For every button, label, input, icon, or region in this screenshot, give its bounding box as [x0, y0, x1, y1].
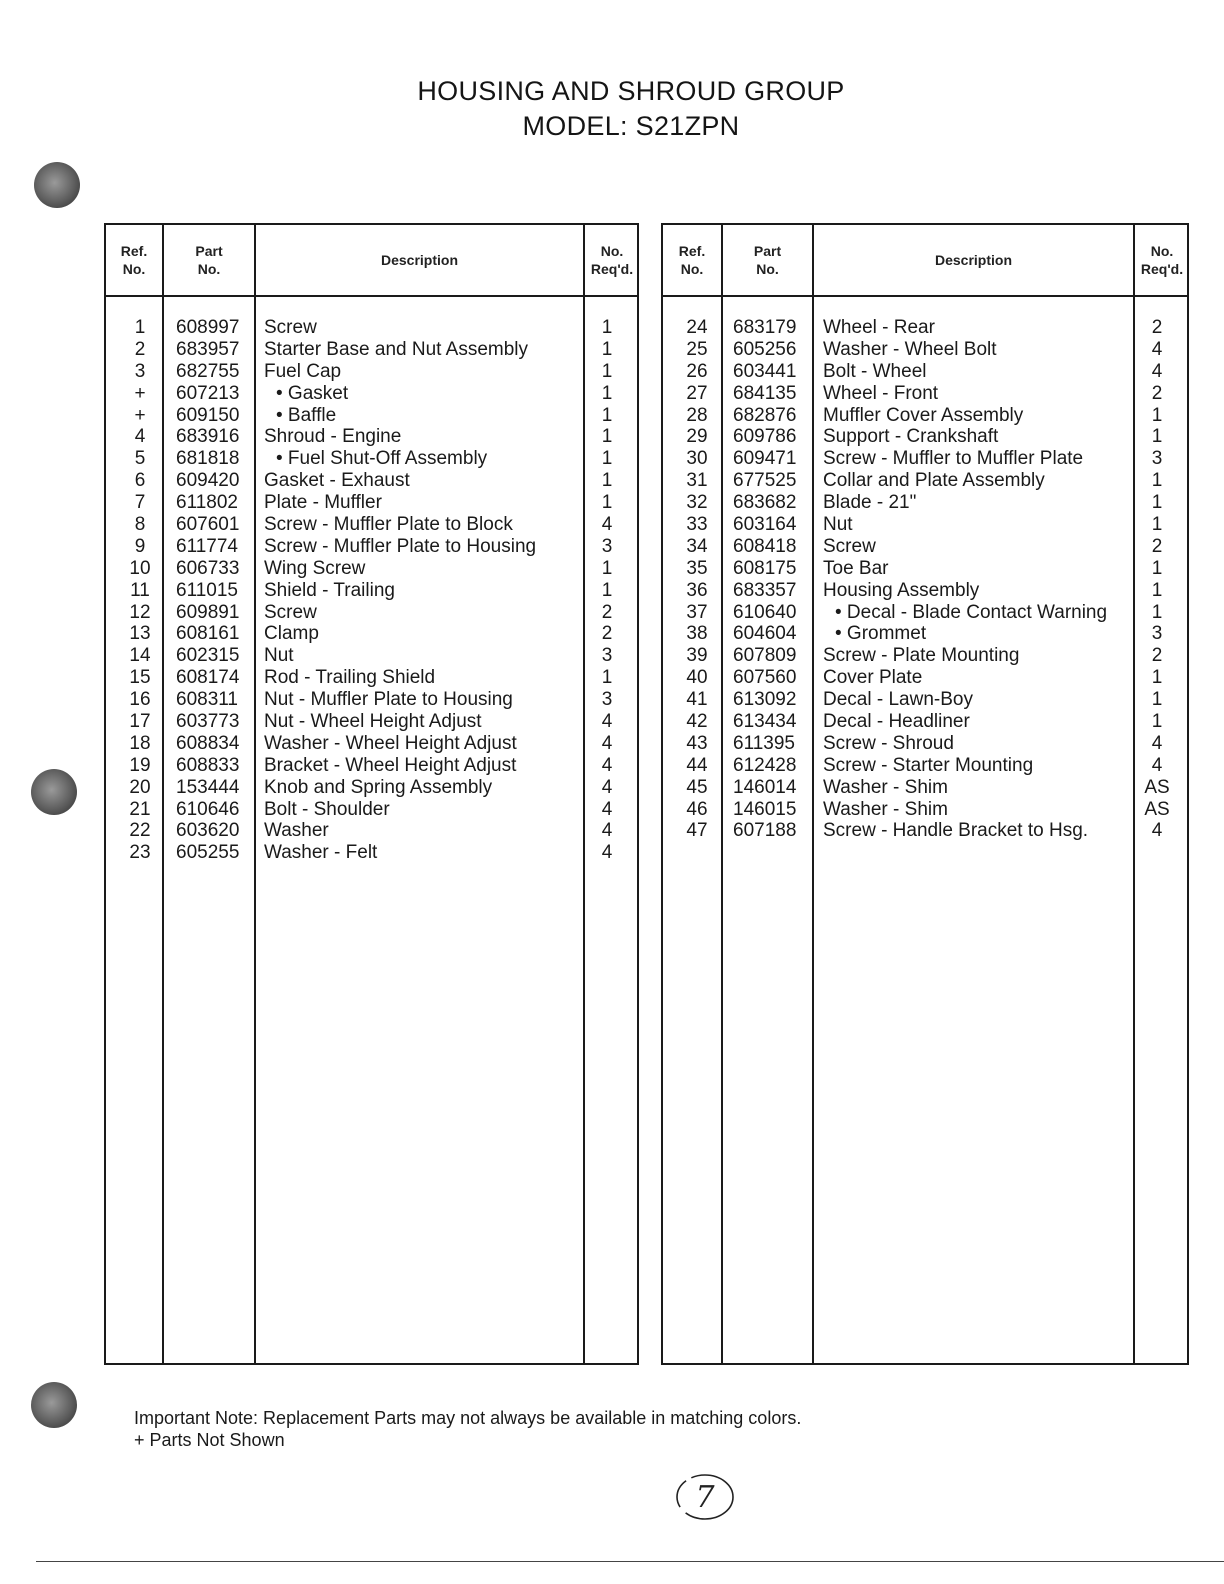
- description-cell: Shield - Trailing: [264, 579, 395, 601]
- ref-no-cell: 20: [129, 776, 151, 798]
- qty-cell: 3: [601, 689, 613, 711]
- part-no-cell: 153444: [176, 776, 240, 798]
- description-cell: Screw - Muffler Plate to Block: [264, 514, 513, 536]
- qty-cell: AS: [1144, 776, 1170, 798]
- part-no-cell: 613434: [733, 711, 797, 733]
- ref-no-cell: 2: [134, 338, 146, 360]
- qty-cell: 1: [601, 404, 613, 426]
- table-row: [106, 711, 637, 733]
- description-cell: Support - Crankshaft: [823, 426, 999, 448]
- description-cell: • Grommet: [835, 623, 927, 645]
- description-cell: Bolt - Wheel: [823, 360, 927, 382]
- part-no-cell: 683682: [733, 492, 797, 514]
- ref-no-cell: 9: [134, 535, 146, 557]
- table-row: [106, 405, 637, 427]
- header-qty: No. Req'd.: [1140, 243, 1184, 277]
- description-cell: Housing Assembly: [823, 579, 980, 601]
- description-cell: • Fuel Shut-Off Assembly: [276, 448, 488, 470]
- qty-cell: 1: [1151, 404, 1163, 426]
- table-row: [106, 842, 637, 864]
- qty-cell: 1: [1151, 601, 1163, 623]
- ref-no-cell: 43: [686, 732, 708, 754]
- part-no-cell: 603620: [176, 820, 240, 842]
- table-row: [106, 470, 637, 492]
- part-no-cell: 611802: [176, 492, 238, 514]
- part-no-cell: 609420: [176, 470, 240, 492]
- ref-no-cell: 23: [129, 842, 151, 864]
- table-row: [106, 514, 637, 536]
- qty-cell: 4: [1151, 820, 1163, 842]
- table-row: [663, 667, 1187, 689]
- ref-no-cell: 41: [686, 689, 708, 711]
- parts-table-left: [104, 223, 639, 1365]
- part-no-cell: 608997: [176, 317, 240, 338]
- parts-list-left: [106, 317, 637, 864]
- part-no-cell: 146014: [733, 776, 797, 798]
- part-no-cell: 602315: [176, 645, 240, 667]
- description-cell: Screw - Handle Bracket to Hsg.: [823, 820, 1089, 842]
- qty-cell: 4: [601, 842, 613, 864]
- table-row: [663, 558, 1187, 580]
- table-row: [106, 558, 637, 580]
- ref-no-cell: 13: [129, 623, 151, 645]
- table-row: [106, 602, 637, 624]
- part-no-cell: 146015: [733, 798, 797, 820]
- ref-no-cell: 17: [129, 711, 151, 733]
- part-no-cell: 683916: [176, 426, 240, 448]
- bottom-rule: [36, 1561, 1224, 1562]
- page-number-mark: [670, 1470, 740, 1530]
- description-cell: Nut: [264, 645, 294, 667]
- description-cell: Washer - Shim: [823, 776, 948, 798]
- description-cell: Screw: [823, 535, 876, 557]
- ref-no-cell: +: [134, 382, 146, 404]
- qty-cell: 2: [1151, 645, 1163, 667]
- important-note: Important Note: Replacement Parts may not always be available in matching colors.: [134, 1408, 802, 1428]
- part-no-cell: 607809: [733, 645, 797, 667]
- table-row: [663, 711, 1187, 733]
- table-row: [663, 602, 1187, 624]
- qty-cell: 1: [601, 426, 613, 448]
- ref-no-cell: 27: [686, 382, 708, 404]
- description-cell: Fuel Cap: [264, 360, 342, 382]
- part-no-cell: 609471: [733, 448, 797, 470]
- qty-cell: 4: [601, 711, 613, 733]
- table-row: [663, 470, 1187, 492]
- description-cell: Washer - Felt: [264, 842, 378, 864]
- header-description: Description: [380, 252, 458, 268]
- table-row: [663, 405, 1187, 427]
- part-no-cell: 681818: [176, 448, 240, 470]
- ref-no-cell: 18: [129, 732, 151, 754]
- part-no-cell: 604604: [733, 623, 797, 645]
- table-row: [106, 492, 637, 514]
- ref-no-cell: 32: [686, 492, 708, 514]
- description-cell: Muffler Cover Assembly: [823, 404, 1024, 426]
- ref-no-cell: 36: [686, 579, 708, 601]
- description-cell: Nut - Wheel Height Adjust: [264, 711, 482, 733]
- ref-no-cell: 7: [134, 492, 146, 514]
- table-row: [106, 733, 637, 755]
- description-cell: Screw: [264, 317, 317, 338]
- table-row: [663, 580, 1187, 602]
- part-no-cell: 607601: [176, 514, 240, 536]
- description-cell: Starter Base and Nut Assembly: [264, 338, 529, 360]
- part-no-cell: 609891: [176, 601, 240, 623]
- table-row: [106, 645, 637, 667]
- table-row: [106, 755, 637, 777]
- table-row: [663, 383, 1187, 405]
- description-cell: Washer: [264, 820, 329, 842]
- table-row: [663, 777, 1187, 799]
- part-no-cell: 608311: [176, 689, 238, 711]
- part-no-cell: 603773: [176, 711, 240, 733]
- description-cell: Screw - Starter Mounting: [823, 754, 1034, 776]
- table-row: [106, 623, 637, 645]
- header-ref-no: Ref. No.: [120, 243, 148, 277]
- part-no-cell: 607213: [176, 382, 240, 404]
- ref-no-cell: 44: [686, 754, 708, 776]
- part-no-cell: 683179: [733, 317, 797, 338]
- qty-cell: 1: [601, 448, 613, 470]
- binder-hole-bottom: [31, 1382, 77, 1428]
- qty-cell: 1: [601, 492, 613, 514]
- ref-no-cell: 28: [686, 404, 708, 426]
- part-no-cell: 605255: [176, 842, 240, 864]
- part-no-cell: 607560: [733, 667, 797, 689]
- description-cell: Decal - Lawn-Boy: [823, 689, 973, 711]
- part-no-cell: 608175: [733, 557, 797, 579]
- description-cell: • Baffle: [276, 404, 337, 426]
- table-row: [106, 426, 637, 448]
- description-cell: Washer - Wheel Height Adjust: [264, 732, 517, 754]
- ref-no-cell: 12: [129, 601, 151, 623]
- page-number: 7: [695, 1480, 715, 1515]
- parts-not-shown-note: + Parts Not Shown: [134, 1430, 285, 1450]
- ref-no-cell: 11: [130, 579, 150, 601]
- ref-no-cell: 30: [686, 448, 708, 470]
- part-no-cell: 683957: [176, 338, 240, 360]
- table-row: [106, 820, 637, 842]
- part-no-cell: 608161: [176, 623, 240, 645]
- ref-no-cell: 39: [686, 645, 708, 667]
- qty-cell: 1: [601, 338, 613, 360]
- table-row: [663, 755, 1187, 777]
- description-cell: Collar and Plate Assembly: [823, 470, 1045, 492]
- ref-no-cell: 31: [686, 470, 708, 492]
- table-row: [663, 820, 1187, 842]
- parts-list-right: [663, 317, 1187, 842]
- table-row: [663, 317, 1187, 339]
- qty-cell: 2: [601, 601, 613, 623]
- qty-cell: 1: [1151, 667, 1163, 689]
- table-row: [106, 536, 637, 558]
- ref-no-cell: 26: [686, 360, 708, 382]
- description-cell: Wing Screw: [264, 557, 366, 579]
- ref-no-cell: 25: [686, 338, 708, 360]
- description-cell: Cover Plate: [823, 667, 923, 689]
- parts-table-right: [661, 223, 1189, 1365]
- description-cell: Shroud - Engine: [264, 426, 402, 448]
- table-row: [663, 536, 1187, 558]
- qty-cell: 4: [601, 776, 613, 798]
- part-no-cell: 682755: [176, 360, 240, 382]
- table-row: [663, 492, 1187, 514]
- description-cell: Screw: [264, 601, 317, 623]
- table-row: [663, 514, 1187, 536]
- description-cell: Rod - Trailing Shield: [264, 667, 436, 689]
- header-description: Description: [934, 252, 1012, 268]
- qty-cell: 1: [1151, 557, 1163, 579]
- ref-no-cell: 21: [129, 798, 151, 820]
- ref-no-cell: 3: [134, 360, 146, 382]
- ref-no-cell: 14: [129, 645, 151, 667]
- table-row: [663, 623, 1187, 645]
- description-cell: Plate - Muffler: [264, 492, 382, 514]
- ref-no-cell: +: [134, 404, 146, 426]
- part-no-cell: 610646: [176, 798, 240, 820]
- description-cell: • Decal - Blade Contact Warning: [835, 601, 1108, 623]
- qty-cell: 4: [601, 754, 613, 776]
- table-row: [663, 645, 1187, 667]
- part-no-cell: 609150: [176, 404, 240, 426]
- header-part-no: Part No.: [753, 243, 782, 277]
- part-no-cell: 606733: [176, 557, 240, 579]
- ref-no-cell: 19: [129, 754, 151, 776]
- qty-cell: 4: [601, 798, 613, 820]
- header-part-no: Part No.: [195, 243, 223, 277]
- part-no-cell: 683357: [733, 579, 797, 601]
- description-cell: Screw - Plate Mounting: [823, 645, 1020, 667]
- ref-no-cell: 42: [686, 711, 708, 733]
- part-no-cell: 603441: [733, 360, 797, 382]
- qty-cell: 3: [1151, 623, 1163, 645]
- table-row: [106, 689, 637, 711]
- qty-cell: 2: [601, 623, 613, 645]
- description-cell: Wheel - Rear: [823, 317, 935, 338]
- qty-cell: 4: [601, 514, 613, 536]
- description-cell: Screw - Muffler Plate to Housing: [264, 535, 537, 557]
- qty-cell: 4: [1151, 360, 1163, 382]
- qty-cell: 2: [1151, 535, 1163, 557]
- qty-cell: 1: [601, 317, 613, 338]
- part-no-cell: 608834: [176, 732, 240, 754]
- part-no-cell: 610640: [733, 601, 797, 623]
- table-row: [106, 777, 637, 799]
- ref-no-cell: 1: [134, 317, 146, 338]
- ref-no-cell: 47: [686, 820, 708, 842]
- ref-no-cell: 45: [686, 776, 708, 798]
- table-row: [106, 317, 637, 339]
- description-cell: Nut: [823, 514, 853, 536]
- ref-no-cell: 22: [129, 820, 151, 842]
- ref-no-cell: 15: [129, 667, 151, 689]
- part-no-cell: 608174: [176, 667, 240, 689]
- table-row: [663, 426, 1187, 448]
- part-no-cell: 684135: [733, 382, 797, 404]
- binder-hole-middle: [31, 769, 77, 815]
- ref-no-cell: 8: [134, 514, 146, 536]
- table-row: [663, 448, 1187, 470]
- qty-cell: 4: [1151, 754, 1163, 776]
- description-cell: Gasket - Exhaust: [264, 470, 410, 492]
- ref-no-cell: 38: [686, 623, 708, 645]
- description-cell: Decal - Headliner: [823, 711, 970, 733]
- qty-cell: 2: [1151, 382, 1163, 404]
- part-no-cell: 603164: [733, 514, 797, 536]
- ref-no-cell: 16: [129, 689, 151, 711]
- part-no-cell: 611395: [733, 732, 795, 754]
- part-no-cell: 682876: [733, 404, 797, 426]
- qty-cell: 2: [1151, 317, 1163, 338]
- ref-no-cell: 46: [686, 798, 708, 820]
- part-no-cell: 611015: [176, 579, 238, 601]
- table-row: [663, 689, 1187, 711]
- ref-no-cell: 5: [134, 448, 146, 470]
- description-cell: Bolt - Shoulder: [264, 798, 390, 820]
- part-no-cell: 613092: [733, 689, 797, 711]
- part-no-cell: 612428: [733, 754, 797, 776]
- table-row: [663, 361, 1187, 383]
- header-qty: No. Req'd.: [590, 243, 634, 277]
- qty-cell: 1: [1151, 711, 1163, 733]
- binder-hole-top: [34, 162, 80, 208]
- qty-cell: 1: [1151, 514, 1163, 536]
- part-no-cell: 609786: [733, 426, 797, 448]
- header-ref-no: Ref. No.: [678, 243, 706, 277]
- part-no-cell: 607188: [733, 820, 797, 842]
- table-row: [663, 339, 1187, 361]
- table-row: [106, 667, 637, 689]
- qty-cell: 4: [601, 732, 613, 754]
- qty-cell: 1: [601, 579, 613, 601]
- description-cell: Clamp: [264, 623, 319, 645]
- part-no-cell: 608418: [733, 535, 797, 557]
- model-subtitle: MODEL: S21ZPN: [522, 111, 740, 141]
- qty-cell: 4: [601, 820, 613, 842]
- qty-cell: 1: [1151, 492, 1163, 514]
- qty-cell: 4: [1151, 732, 1163, 754]
- table-row: [106, 383, 637, 405]
- description-cell: Screw - Muffler to Muffler Plate: [823, 448, 1084, 470]
- part-no-cell: 611774: [176, 535, 238, 557]
- ref-no-cell: 37: [686, 601, 708, 623]
- qty-cell: 1: [1151, 689, 1163, 711]
- ref-no-cell: 6: [134, 470, 146, 492]
- table-row: [106, 799, 637, 821]
- table-row: [106, 361, 637, 383]
- description-cell: Nut - Muffler Plate to Housing: [264, 689, 513, 711]
- ref-no-cell: 24: [686, 317, 708, 338]
- qty-cell: 1: [601, 667, 613, 689]
- qty-cell: 1: [601, 382, 613, 404]
- ref-no-cell: 10: [129, 557, 151, 579]
- ref-no-cell: 29: [686, 426, 708, 448]
- part-no-cell: 608833: [176, 754, 240, 776]
- description-cell: Toe Bar: [823, 557, 889, 579]
- qty-cell: 3: [601, 645, 613, 667]
- ref-no-cell: 34: [686, 535, 708, 557]
- qty-cell: AS: [1144, 798, 1170, 820]
- ref-no-cell: 33: [686, 514, 708, 536]
- description-cell: Screw - Shroud: [823, 732, 954, 754]
- qty-cell: 1: [601, 557, 613, 579]
- description-cell: Washer - Wheel Bolt: [823, 338, 997, 360]
- description-cell: Wheel - Front: [823, 382, 939, 404]
- table-row: [106, 448, 637, 470]
- ref-no-cell: 40: [686, 667, 708, 689]
- table-row: [663, 799, 1187, 821]
- description-cell: Washer - Shim: [823, 798, 948, 820]
- qty-cell: 1: [601, 470, 613, 492]
- qty-cell: 1: [1151, 426, 1163, 448]
- qty-cell: 1: [601, 360, 613, 382]
- table-row: [663, 733, 1187, 755]
- qty-cell: 1: [1151, 470, 1163, 492]
- qty-cell: 4: [1151, 338, 1163, 360]
- description-cell: Knob and Spring Assembly: [264, 776, 493, 798]
- part-no-cell: 605256: [733, 338, 797, 360]
- qty-cell: 1: [1151, 579, 1163, 601]
- ref-no-cell: 35: [686, 557, 708, 579]
- table-row: [106, 580, 637, 602]
- part-no-cell: 677525: [733, 470, 797, 492]
- qty-cell: 3: [601, 535, 613, 557]
- description-cell: Blade - 21": [823, 492, 917, 514]
- table-row: [106, 339, 637, 361]
- ref-no-cell: 4: [134, 426, 146, 448]
- page-title: HOUSING AND SHROUD GROUP: [417, 76, 845, 106]
- qty-cell: 3: [1151, 448, 1163, 470]
- description-cell: Bracket - Wheel Height Adjust: [264, 754, 517, 776]
- description-cell: • Gasket: [276, 382, 349, 404]
